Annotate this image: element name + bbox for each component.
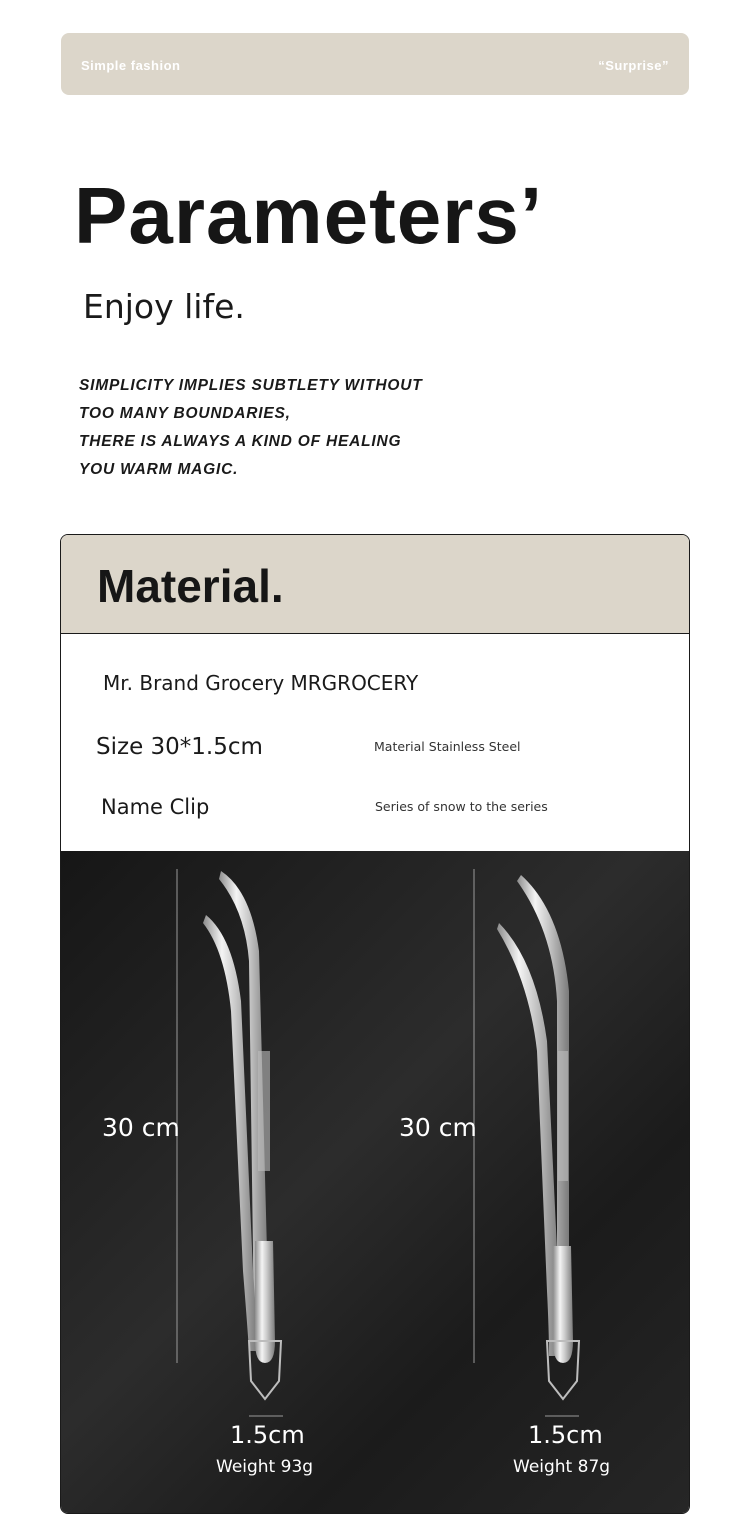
tagline-line: YOU WARM MAGIC. <box>79 461 239 478</box>
name-text: Name Clip <box>101 795 210 819</box>
weight-label-left: Weight 93g <box>216 1457 314 1477</box>
tagline <box>79 372 499 484</box>
length-label-left: 30 cm <box>102 1113 180 1142</box>
material-card <box>60 534 690 1514</box>
length-label-right: 30 cm <box>399 1113 477 1142</box>
tweezer-left <box>177 869 283 1416</box>
tweezer-right <box>474 869 579 1416</box>
banner-left-text: Simple fashion <box>81 58 181 73</box>
top-banner <box>61 33 689 95</box>
brand-text: Mr. Brand Grocery MRGROCERY <box>103 671 419 695</box>
banner-right-text: “Surprise” <box>598 58 669 73</box>
material-text: Material Stainless Steel <box>374 739 521 754</box>
page-subtitle: Enjoy life. <box>83 287 245 326</box>
series-text: Series of snow to the series <box>375 799 548 814</box>
material-title: Material. <box>97 560 284 612</box>
page-title: Parameters’ <box>74 171 544 260</box>
weight-label-right: Weight 87g <box>513 1457 611 1477</box>
tagline-line: THERE IS ALWAYS A KIND OF HEALING <box>79 433 402 450</box>
material-header <box>61 535 689 634</box>
tagline-line: TOO MANY BOUNDARIES, <box>79 405 291 422</box>
tweezers-illustration <box>61 851 690 1514</box>
tagline-line: SIMPLICITY IMPLIES SUBTLETY WITHOUT <box>79 377 423 394</box>
size-text: Size 30*1.5cm <box>96 734 263 760</box>
product-photo-panel <box>61 851 689 1514</box>
width-label-left: 1.5cm <box>230 1421 305 1449</box>
width-label-right: 1.5cm <box>528 1421 603 1449</box>
